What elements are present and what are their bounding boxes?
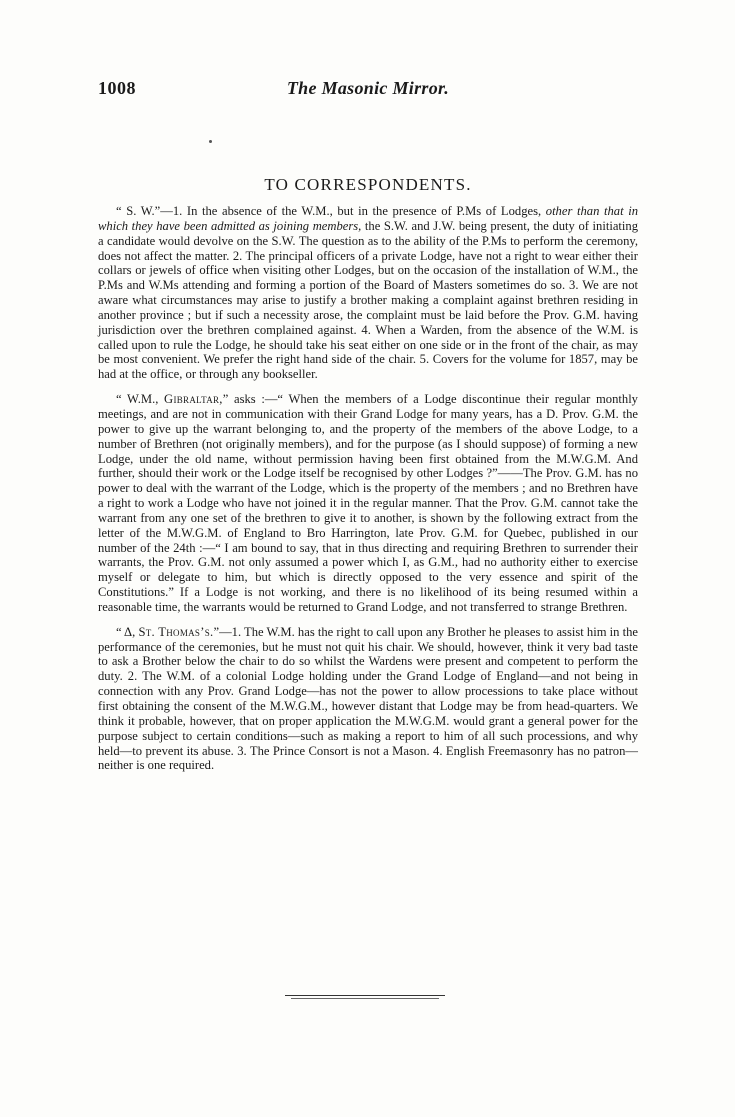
paragraph-st-thomas (98, 625, 638, 773)
page-number: 1008 (98, 78, 136, 98)
end-rule-line (285, 995, 445, 996)
paragraph-lead: “ Δ, (116, 624, 139, 639)
paragraph-wm-gibraltar (98, 392, 638, 615)
running-head (98, 78, 638, 102)
article-body (98, 204, 638, 783)
paragraph-place: Gibraltar, (164, 392, 223, 407)
paragraph-place: St. Thomas’s. (138, 624, 214, 639)
print-speck (209, 140, 212, 143)
paragraph-italic: other than that in which they have been admitted as joining members, (98, 204, 638, 233)
end-rule-line (291, 998, 439, 999)
section-heading: TO CORRESPONDENTS. (264, 175, 472, 194)
end-rule (285, 995, 445, 1000)
paragraph-sw (98, 204, 638, 382)
paragraph-text: ” asks :—“ When the members of a Lodge discontinue their regular monthly meetings, and are not in communication with their Grand Lodge for many years, has a D. Prov. G.M. the power to give up the warrant belonging to, and the property of the members of the above Lodge, to a number of Brethren (not originally members), and for the purpose (as I should suppose) of forming a new Lodge, under the old name, without permission having been first obtained from the M.W.G.M. And further, should their work or the Lodge itself be recognised by other Lodges ?”——The Prov. G.M. has no power to deal with the warrant of the Lodge, which is the property of the members ; and no Brethren have a right to work a Lodge who have not joined it in the regular manner. That the Prov. G.M. cannot take the warrant from any one set of the brethren to give it to another, is shown by the following extract from the letter of the M.W.G.M. of England to Bro Harrington, late Prov. G.M. for Quebec, published in our number of the 24th :—“ I am bound to say, that in thus directing and requiring Brethren to surrender their warrants, the Prov. G.M. not only assumed a power which I, as G.M., had no authority either to exercise myself or delegate to him, but which is directly opposed to the very essence and spirit of the Constitutions.” If a Lodge is not working, and there is no likelihood of its being resumed within a reasonable time, the warrants would be returned to Grand Lodge, and not transferred to strange Brethren. (98, 392, 638, 614)
paragraph-text: ”—1. The W.M. has the right to call upon any Brother he pleases to assist him in the performance of the ceremonies, but he must not quit his chair. We should, however, think it very bad taste to ask a Brother below the chair to do so whilst the Wardens were present and competent to perform the duty. 2. The W.M. of a colonial Lodge holding under the Grand Lodge of England—and not being in connection with any Prov. Grand Lodge—has not the power to allow processions to take place without first obtaining the consent of the M.W.G.M., however distant that Lodge may be from head-quarters. We think it probable, however, that on proper application the M.W.G.M. would grant a general power for the purpose subject to certain conditions—such as making a report to him of all such processions, and why held—to prevent its abuse. 3. The Prince Consort is not a Mason. 4. English Freemasonry has no patron—neither is one required. (98, 624, 638, 773)
paragraph-lead: “ S. W.”—1. In the absence of the W.M., but in the presence of P.Ms of Lodges, (116, 204, 546, 218)
paragraph-lead: “ W.M., (116, 392, 165, 407)
journal-title: The Masonic Mirror. (286, 78, 450, 98)
paragraph-text: the S.W. and J.W. being present, the duty of initiating a candidate would devolve on the S.W. The question as to the ability of the P.Ms to perform the ceremony, does not affect the matter. 2. The principal officers of a private Lodge, have not a right to wear either their collars or jewels of office when visiting other Lodges, but on the occasion of the installation of W.M., the P.Ms and W.Ms attending and forming a portion of the Board of Masters sometimes do so. 3. We are not aware what circumstances may arise to justify a brother making a complaint against brethren residing in another province ; but if such a necessity arose, the complaint must be laid before the Prov. G.M. having jurisdiction over the brethren complained against. 4. When a Warden, from the absence of the W.M. is called upon to rule the Lodge, he should take his seat either on one side or in the front of the chair, as may be most convenient. We prefer the right hand side of the chair. 5. Covers for the volume for 1857, may be had at the office, or through any bookseller. (98, 218, 639, 382)
